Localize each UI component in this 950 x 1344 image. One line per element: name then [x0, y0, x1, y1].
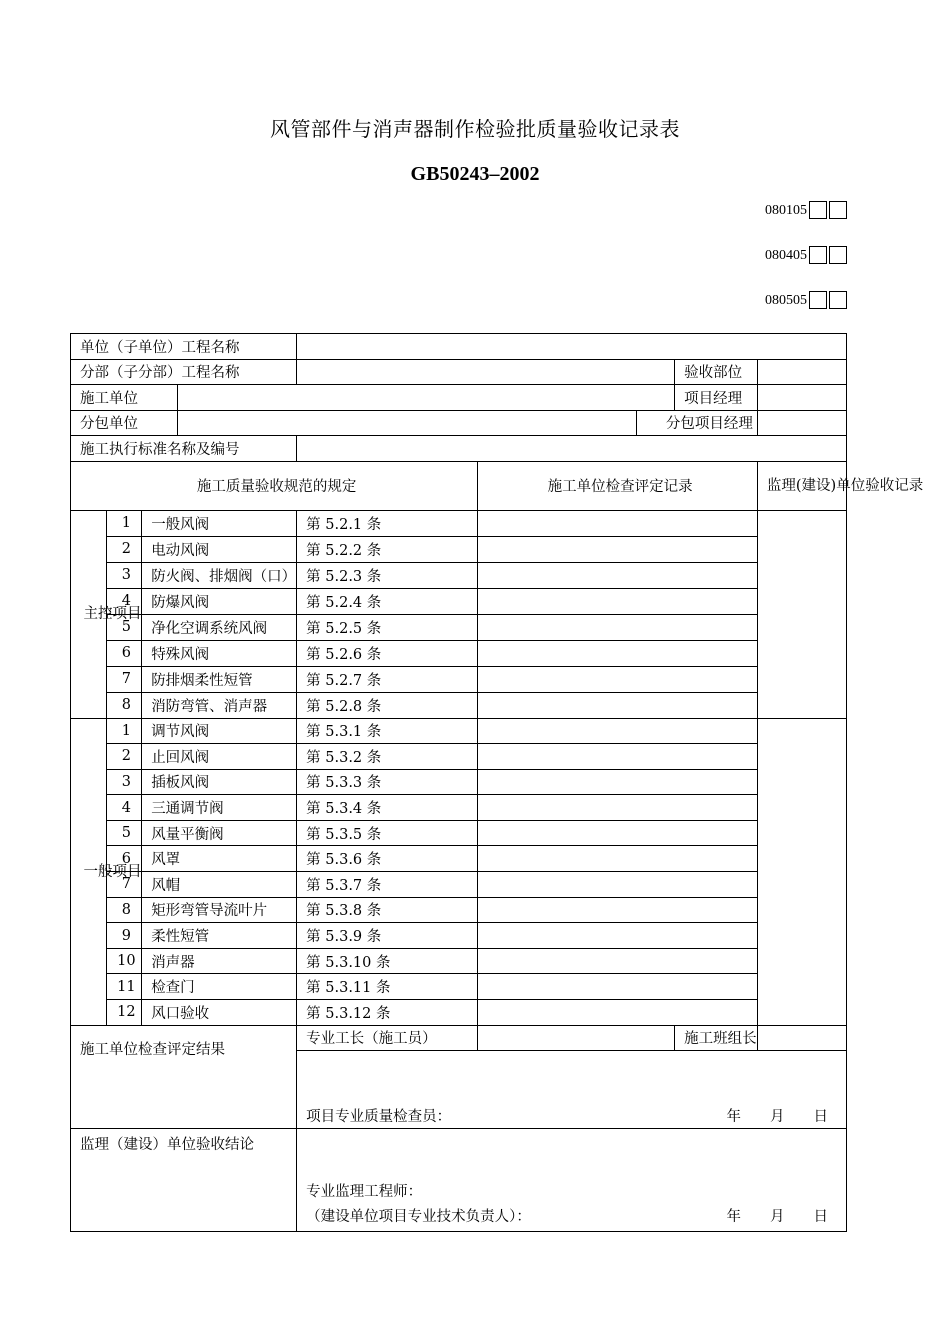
item-number: 10 — [106, 948, 142, 974]
checkbox[interactable] — [809, 291, 827, 309]
section-label-text: 主控项目 — [83, 606, 142, 622]
item-check-record[interactable] — [478, 666, 758, 692]
item-check-record[interactable] — [478, 510, 758, 536]
item-check-record[interactable] — [478, 820, 758, 846]
table-row — [71, 872, 847, 898]
check-result-label: 施工单位检查评定结果 — [80, 1041, 225, 1058]
accept-part-label: 验收部位 — [675, 359, 758, 385]
unit-project-field[interactable] — [297, 334, 847, 360]
supervisor-record[interactable] — [757, 718, 846, 1025]
standard-name-label: 施工执行标准名称及编号 — [71, 436, 297, 462]
item-name: 止回风阀 — [142, 744, 297, 770]
item-name: 风口验收 — [142, 1000, 297, 1026]
subcontractor-label: 分包单位 — [71, 410, 178, 436]
sub-project-field[interactable] — [297, 359, 675, 385]
form-code-number: 080105 — [765, 203, 807, 218]
item-clause: 第 5.2.8 条 — [297, 692, 478, 718]
table-row — [71, 588, 847, 614]
item-clause: 第 5.3.4 条 — [297, 795, 478, 821]
item-check-record[interactable] — [478, 948, 758, 974]
supervisor-record[interactable] — [757, 510, 846, 718]
page-title: 风管部件与消声器制作检验批质量验收记录表 — [270, 117, 680, 141]
item-number: 7 — [106, 872, 142, 898]
owner-tech-label: （建设单位项目专业技术负责人）： — [306, 1209, 531, 1226]
date-text: 年 月 日 — [726, 1209, 828, 1226]
project-manager-field[interactable] — [757, 385, 846, 411]
item-number: 5 — [106, 614, 142, 640]
item-check-record[interactable] — [478, 718, 758, 744]
foreman-field[interactable] — [478, 1025, 675, 1051]
item-check-record[interactable] — [478, 923, 758, 949]
table-row — [71, 640, 847, 666]
item-number: 9 — [106, 923, 142, 949]
item-name: 检查门 — [142, 974, 297, 1000]
item-clause: 第 5.3.1 条 — [297, 718, 478, 744]
checkbox[interactable] — [829, 246, 847, 264]
table-row — [71, 536, 847, 562]
item-name: 特殊风阀 — [142, 640, 297, 666]
supervisor-sign-cell[interactable] — [297, 1129, 847, 1232]
item-name: 电动风阀 — [142, 536, 297, 562]
header-row — [71, 359, 847, 385]
item-clause: 第 5.2.4 条 — [297, 588, 478, 614]
item-number: 3 — [106, 562, 142, 588]
item-clause: 第 5.3.6 条 — [297, 846, 478, 872]
checkbox[interactable] — [809, 246, 827, 264]
item-number: 8 — [106, 897, 142, 923]
item-clause: 第 5.3.11 条 — [297, 974, 478, 1000]
table-row — [71, 795, 847, 821]
item-check-record[interactable] — [478, 974, 758, 1000]
check-record-header: 施工单位检查评定记录 — [478, 461, 758, 510]
table-row — [71, 744, 847, 770]
item-check-record[interactable] — [478, 588, 758, 614]
table-row — [71, 846, 847, 872]
item-check-record[interactable] — [478, 640, 758, 666]
standard-number: GB50243–2002 — [410, 163, 540, 185]
header-row — [71, 385, 847, 411]
item-clause: 第 5.3.5 条 — [297, 820, 478, 846]
checkbox[interactable] — [809, 201, 827, 219]
sub-project-manager-label: 分包项目经理 — [637, 410, 757, 436]
item-number: 7 — [106, 666, 142, 692]
item-number: 3 — [106, 769, 142, 795]
item-clause: 第 5.2.2 条 — [297, 536, 478, 562]
item-clause: 第 5.3.9 条 — [297, 923, 478, 949]
table-row — [71, 692, 847, 718]
item-check-record[interactable] — [478, 846, 758, 872]
item-name: 调节风阀 — [142, 718, 297, 744]
unit-project-label: 单位（子单位）工程名称 — [71, 334, 297, 360]
item-clause: 第 5.3.2 条 — [297, 744, 478, 770]
team-leader-label: 施工班组长 — [675, 1025, 758, 1051]
form-code — [765, 199, 847, 219]
table-row — [71, 769, 847, 795]
sub-project-label: 分部（子分部）工程名称 — [71, 359, 297, 385]
inspection-table — [70, 333, 924, 1232]
item-number: 1 — [106, 718, 142, 744]
item-name: 净化空调系统风阀 — [142, 614, 297, 640]
column-header-row — [71, 461, 847, 510]
table-row — [71, 614, 847, 640]
project-manager-label: 项目经理 — [675, 385, 758, 411]
item-name: 一般风阀 — [142, 510, 297, 536]
supervisor-conclusion-row — [71, 1129, 847, 1232]
item-number: 12 — [106, 1000, 142, 1026]
item-number: 2 — [106, 744, 142, 770]
form-code — [765, 289, 847, 309]
item-number: 8 — [106, 692, 142, 718]
standard-name-field[interactable] — [297, 436, 847, 462]
item-clause: 第 5.2.1 条 — [297, 510, 478, 536]
table-row — [71, 897, 847, 923]
item-check-record[interactable] — [478, 795, 758, 821]
item-check-record[interactable] — [478, 536, 758, 562]
checkbox[interactable] — [829, 291, 847, 309]
item-number: 4 — [106, 795, 142, 821]
table-row — [71, 948, 847, 974]
foreman-label: 专业工长（施工员） — [297, 1025, 478, 1051]
item-clause: 第 5.2.6 条 — [297, 640, 478, 666]
table-row — [71, 974, 847, 1000]
item-name: 三通调节阀 — [142, 795, 297, 821]
sub-project-manager-field[interactable] — [757, 410, 846, 436]
item-name: 风量平衡阀 — [142, 820, 297, 846]
item-name: 风帽 — [142, 872, 297, 898]
item-number: 6 — [106, 846, 142, 872]
general-section — [71, 718, 847, 1025]
quality-inspector-label: 项目专业质量检查员： — [306, 1109, 452, 1126]
subcontractor-field[interactable] — [177, 410, 637, 436]
item-number: 5 — [106, 820, 142, 846]
spec-header: 施工质量验收规范的规定 — [71, 461, 478, 510]
item-check-record[interactable] — [478, 1000, 758, 1026]
item-clause: 第 5.3.10 条 — [297, 948, 478, 974]
checkbox[interactable] — [829, 201, 847, 219]
table-row — [71, 562, 847, 588]
item-name: 插板风阀 — [142, 769, 297, 795]
table-row — [71, 666, 847, 692]
item-clause: 第 5.3.8 条 — [297, 897, 478, 923]
table-row — [71, 923, 847, 949]
table-row — [71, 1000, 847, 1026]
supervisor-record-header: 监理(建设)单位验收记录 — [757, 461, 846, 510]
item-clause: 第 5.2.3 条 — [297, 562, 478, 588]
header-row — [71, 436, 847, 462]
item-check-record[interactable] — [478, 897, 758, 923]
supervisor-engineer-label: 专业监理工程师： — [306, 1184, 423, 1201]
item-check-record[interactable] — [478, 614, 758, 640]
item-check-record[interactable] — [478, 692, 758, 718]
section-label-text: 一般项目 — [83, 863, 142, 880]
constructor-label: 施工单位 — [71, 385, 178, 411]
item-clause: 第 5.3.12 条 — [297, 1000, 478, 1026]
item-name: 防爆风阀 — [142, 588, 297, 614]
form-code — [765, 244, 847, 264]
date-text: 年 月 日 — [726, 1109, 828, 1126]
item-check-record[interactable] — [478, 744, 758, 770]
item-clause: 第 5.2.7 条 — [297, 666, 478, 692]
form-code-number: 080505 — [765, 293, 807, 308]
main-control-section — [71, 510, 847, 718]
item-check-record[interactable] — [478, 562, 758, 588]
form-code-number: 080405 — [765, 248, 807, 263]
item-name: 柔性短管 — [142, 923, 297, 949]
item-number: 11 — [106, 974, 142, 1000]
item-name: 矩形弯管导流叶片 — [142, 897, 297, 923]
check-result-cell — [71, 1025, 297, 1129]
item-clause: 第 5.2.5 条 — [297, 614, 478, 640]
item-number: 6 — [106, 640, 142, 666]
foreman-row — [71, 1025, 847, 1051]
header-row — [71, 334, 847, 360]
table-row — [71, 510, 847, 536]
quality-inspector-cell[interactable] — [297, 1051, 847, 1129]
team-leader-field[interactable] — [757, 1025, 846, 1051]
table-row — [71, 820, 847, 846]
accept-part-field[interactable] — [757, 359, 846, 385]
item-clause: 第 5.3.3 条 — [297, 769, 478, 795]
item-check-record[interactable] — [478, 872, 758, 898]
supervisor-conclusion-label: 监理（建设）单位验收结论 — [71, 1129, 297, 1232]
item-check-record[interactable] — [478, 769, 758, 795]
item-name: 防排烟柔性短管 — [142, 666, 297, 692]
item-name: 风罩 — [142, 846, 297, 872]
header-row — [71, 410, 847, 436]
section-label — [71, 510, 142, 718]
item-number: 4 — [106, 588, 142, 614]
item-clause: 第 5.3.7 条 — [297, 872, 478, 898]
item-number: 1 — [106, 510, 142, 536]
item-name: 防火阀、排烟阀（口） — [142, 562, 297, 588]
constructor-field[interactable] — [177, 385, 674, 411]
item-name: 消声器 — [142, 948, 297, 974]
item-number: 2 — [106, 536, 142, 562]
table-row — [71, 718, 847, 744]
item-name: 消防弯管、消声器 — [142, 692, 297, 718]
